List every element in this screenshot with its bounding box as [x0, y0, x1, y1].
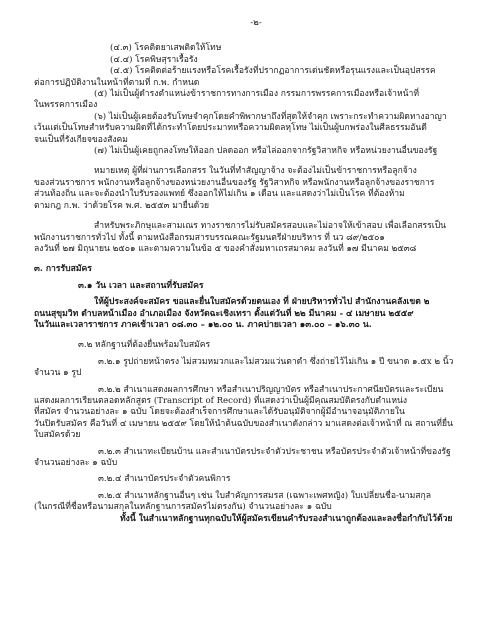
section-3-2-title: ๓.๒ หลักฐานที่ต้องยื่นพร้อมใบสมัคร: [78, 340, 211, 351]
document-2-line-2: แสดงผลการเรียนตลอดหลักสูตร (Transcript of Record) ที่แสดงว่าเป็นผู้มีคุณสมบัติตรงกับตำแหน่ง: [34, 395, 408, 406]
document-1-line-1: ๓.๒.๑ รูปถ่ายหน้าตรง ไม่สวมหมวกและไม่สวมแว่นตาดำ ซึ่งถ่ายไว้ไม่เกิน ๑ ปี ขนาด ๑.๕x ๒ นิ้ว: [98, 356, 454, 367]
remark-line-3: ส่วนท้องถิ่น และจะต้องนำใบรับรองแพทย์ ซึ่งออกให้ไม่เกิน ๑ เดือน และแสดงว่าไม่เป็นโรค ที่ต้องห้าม: [34, 189, 405, 200]
monks-line-3: ลงวันที่ ๒๗ มิถุนายน ๒๕๐๑ และตามความในข้อ ๕ ของคำสั่งมหาเถรสมาคม ลงวันที่ ๑๗ มีนาคม ๒๕๓๘: [34, 243, 417, 254]
document-2-line-1: ๓.๒.๒ สำเนาแสดงผลการศึกษา หรือสำเนาปริญญาบัตร หรือสำเนาประกาศนียบัตรและระเบียน: [98, 384, 444, 395]
document-3-line-2: จำนวนอย่างละ ๑ ฉบับ: [34, 458, 118, 468]
item-5: (๕) ไม่เป็นผู้ดำรงตำแหน่งข้าราชการทางการเมือง กรรมการพรรคการเมืองหรือเจ้าหน้าที่: [94, 89, 420, 100]
item-7: (๗) ไม่เป็นผู้เคยถูกลงโทษให้ออก ปลดออก หรือไล่ออกจากรัฐวิสาหกิจ หรือหน่วยงานอื่นของรัฐ: [94, 146, 438, 157]
document-5-line-2: (ในกรณีที่ชื่อหรือนามสกุลในหลักฐานการสมัครไม่ตรงกัน) จำนวนอย่างละ ๑ ฉบับ: [34, 502, 332, 513]
document-4-line-1: ๓.๒.๔ สำเนาบัตรประจำตัวคนพิการ: [98, 474, 231, 485]
item-6-continuation-2: จนเป็นที่รังเกียจของสังคม: [34, 134, 128, 145]
remark-line-1: หมายเหตุ ผู้ที่ผ่านการเลือกสรร ในวันที่ทำสัญญาจ้าง จะต้องไม่เป็นข้าราชการหรือลูกจ้าง: [94, 166, 417, 177]
application-place-line-2: ถนนสุขุมวิท ตำบลหน้าเมือง อำเภอเมือง จังหวัดฉะเชิงเทรา ตั้งแต่วันที่ ๒๒ มีนาคม - ๔ เมษายน ๒๕๕๙: [34, 308, 414, 319]
section-3-1-title: ๓.๑ วัน เวลา และสถานที่รับสมัคร: [78, 280, 204, 291]
document-2-line-3: ที่สมัคร จำนวนอย่างละ ๑ ฉบับ โดยจะต้องสำเร็จการศึกษาและได้รับอนุมัติจากผู้มีอำนาจอนุมัติภายใน: [34, 407, 405, 418]
item-4-3: (๔.๓) โรคติดยาเสพติดให้โทษ: [110, 43, 222, 54]
item-6: (๖) ไม่เป็นผู้เคยต้องรับโทษจำคุกโดยคำพิพากษาถึงที่สุดให้จำคุก เพราะกระทำความผิดทางอาญา: [94, 111, 447, 122]
remark-line-2: ของส่วนราชการ พนักงานหรือลูกจ้างของหน่วยงานอื่นของรัฐ รัฐวิสาหกิจ หรือพนักงานหรือลูกจ้างของราชการ: [34, 177, 435, 188]
item-4-5-continuation: ต่อการปฏิบัติงานในหน้าที่ตามที่ ก.พ. กำหนด: [34, 77, 200, 88]
document-3-line-1: ๓.๒.๓ สำเนาทะเบียนบ้าน และสำเนาบัตรประจำตัวประชาชน หรือบัตรประจำตัวเจ้าหน้าที่ของรัฐ: [98, 446, 451, 457]
monks-line-2: พนักงานราชการทั่วไป ทั้งนี้ ตามหนังสือกรมสารบรรณคณะรัฐมนตรีฝ่ายบริหาร ที่ นว ๘๙/๒๕๐๑: [34, 232, 385, 243]
remark-line-4: ตามกฎ ก.พ. ว่าด้วยโรค พ.ศ. ๒๕๕๓ มายื่นด้วย: [34, 200, 210, 211]
document-1-line-2: จำนวน ๑ รูป: [34, 368, 82, 379]
item-4-4: (๔.๔) โรคพิษสุราเรื้อรัง: [110, 54, 198, 65]
item-5-continuation: ในพรรคการเมือง: [34, 100, 98, 111]
document-5-line-1: ๓.๒.๕ สำเนาหลักฐานอื่นๆ เช่น ใบสำคัญการสมรส (เฉพาะเพศหญิง) ใบเปลี่ยนชื่อ-นามสกุล: [98, 490, 431, 501]
final-certification-note: ทั้งนี้ ในสำเนาหลักฐานทุกฉบับให้ผู้สมัครเขียนคำรับรองสำเนาถูกต้องและลงชื่อกำกับไว้ด้วย: [120, 513, 453, 524]
item-6-continuation-1: เว้นแต่เป็นโทษสำหรับความผิดที่ได้กระทำโดยประมาทหรือความผิดลหุโทษ ไม่เป็นผู้บกพร่องในศีลธรรมอันดี: [34, 123, 427, 134]
application-place-line-1: ให้ผู้ประสงค์จะสมัคร ขอและยื่นใบสมัครด้วยตนเอง ที่ ฝ่ายบริหารทั่วไป สำนักงานคลังเขต ๒: [94, 297, 430, 308]
section-3-title: ๓. การรับสมัคร: [34, 264, 92, 275]
page-number: -๒-: [250, 18, 262, 28]
monks-line-1: สำหรับพระภิกษุและสามเณร ทางราชการไม่รับสมัครสอบและไม่อาจให้เข้าสอบ เพื่อเลือกสรรเป็น: [94, 221, 447, 232]
document-2-line-5: ใบสมัครด้วย: [34, 430, 81, 441]
application-place-line-3: ในวันและเวลาราชการ ภาคเช้าเวลา ๐๘.๓๐ – ๑๒.๐๐ น. ภาคบ่ายเวลา ๑๓.๐๐ – ๑๖.๓๐ น.: [34, 319, 372, 330]
document-2-line-4: วันปิดรับสมัคร คือวันที่ ๔ เมษายน ๒๕๕๙ โดยให้นำต้นฉบับของสำเนาดังกล่าว มาแสดงต่อเจ้าหน้าที่ ณ สถานที่ยื่น: [34, 418, 453, 429]
item-4-5: (๔.๕) โรคติดต่อร้ายแรงหรือโรคเรื้อรังที่ปรากฏอาการเด่นชัดหรือรุนแรงและเป็นอุปสรรค: [110, 66, 436, 77]
